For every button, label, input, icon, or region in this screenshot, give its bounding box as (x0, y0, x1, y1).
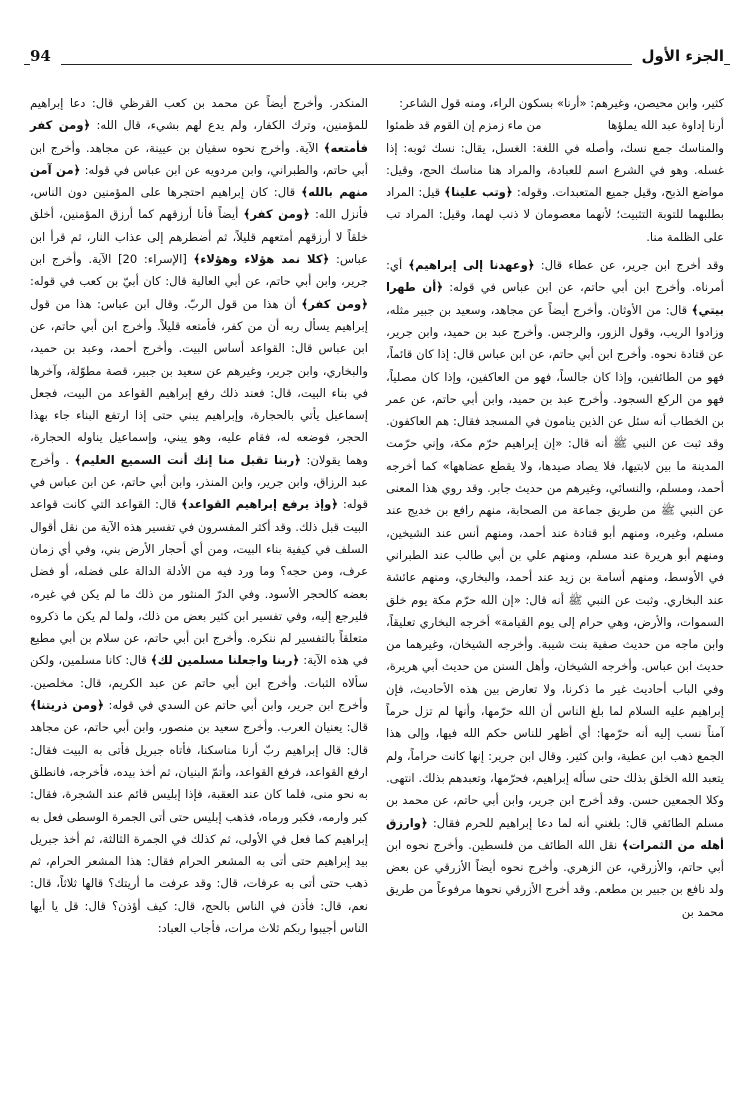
text-run: . وأخرج عبد الرزاق، وابن جرير، وابن المنذر، وابن أبي حاتم، عن ابن عباس في قوله: (30, 452, 369, 512)
text-run: وقد أخرج ابن جرير، عن عطاء قال: (540, 258, 725, 273)
paragraph (386, 137, 724, 248)
text-run: قال: كانا مسلمين، ولكن سألاه الثبات. وأخرج ابن أبي حاتم عن عبد الكريم، قال: مخلصين. وأخرج ابن جرير، وابن أبي حاتم عن السدي في قوله: (30, 653, 368, 713)
text-run: قيل: المراد بطلبهما للتوبة التثبيت؛ لأنهما معصومان لا ذنب لهما، وقيل: المراد تب على الظلمة منا. (386, 185, 724, 244)
text-run: أيضاً فأنا أرزقهم كما أرزق المؤمنين، أخلق خلقاً لا أرزقهم أمتعهم قليلاً، ثم أضطرهم إلى عذاب النار، ثم قرأ ابن عباس: (30, 207, 368, 267)
quran-verse: ﴿ومن كفر﴾ (301, 296, 368, 311)
paragraph (386, 92, 724, 114)
text-run: الآية. وأخرج نحوه سفيان بن عيينة، عن مجاهد. وأخرج ابن أبي حاتم، والطبراني، وابن مردويه عن ابن عباس في قوله: (30, 140, 368, 177)
header-rule (24, 64, 730, 65)
quran-verse: ﴿ومن كفر﴾ (243, 207, 310, 222)
running-title: الجزء الأول (632, 47, 724, 65)
quran-verse: ﴿وتب علينا﴾ (444, 185, 513, 200)
quran-verse: ﴿وعهدنا إلى إبراهيم﴾ (408, 258, 535, 273)
quran-verse: ﴿وارزق أهله من الثمرات﴾ (386, 815, 724, 852)
text-run: والمناسك جمع نسك، وأصله في اللغة: الغسل، يقال: نسك ثوبه: إذا غسله. وهو في الشرع اسم للعبادة، والمراد هنا مناسك الحج، وقيل: مواضع الذبح، وقيل جميع المتعبدات. وقوله: (386, 140, 724, 200)
text-run: أن هذا من قول الربّ. وقال ابن عباس: هذا من قول إبراهيم يسأل ربه أن من كفر، فأمتعه قليلاً. وأخرج ابن أبي حاتم، عن ابن عباس قال: القواعد أساس البيت. وأخرج أحمد، وعبد بن حميد، والبخاري، وابن جرير، وغيرهم عن سعيد بن جبير، قصة مطوّلة، وآخرها في بناء البيت، قال: فعند ذلك رفع إبراهيم القواعد من البيت، فجعل إسماعيل يأتي بالحجارة، وإبراهيم يبني حتى إذا ارتفع البناء جاء بهذا الحجر، فوضعه له، فقام عليه، وهو يبني، وإسماعيل يناوله الحجارة، وهما يقولان: (30, 296, 368, 467)
page-number: 94 (30, 47, 61, 65)
text-run: نقل الله الطائف من فلسطين. وأخرج نحوه ابن أبي حاتم، والأزرقي، عن الزهري. وأخرج نحوه أيضاً الأزرقي عن بعض ولد نافع بن جبير بن مطعم. وقد أخرج الأزرقي نحوها مرفوعاً من طريق محمد بن (386, 837, 724, 919)
quran-verse: ﴿ربنا واجعلنا مسلمين لك﴾ (150, 653, 300, 668)
text-run: قال: يعنيان العرب. وأخرج سعيد بن منصور، وابن أبي حاتم، عن مجاهد قال: قال إبراهيم ربّ أرنا مناسكنا، فأتاه جبريل فأتى به البيت فقال: ارفع القواعد، فرفع القواعد، وأتمّ البنيان، ثم أخذ بيده، فأخرجه، فانطلق به نحو منى، فلما كان عند العقبة، فإذا إبليس قائم عند الشجرة، فقال: كبر وارمه، فكبر ورماه، فذهب إبليس حتى أتى الجمرة الوسطى فعل به إبراهيم كما فعل في الأولى، ثم كذلك في الجمرة الثالثة، ثم أخذ جبريل بيد إبراهيم حتى أتى به المشعر الحرام فقال: هذا المشعر الحرام، ثم ذهب حتى أتى به عرفات، قال: وقد عرفت ما أريتك؟ قالها ثلاثاً، قال: نعم، قال: فأذن في الناس بالحج، قال: كيف أؤذن؟ قال: قل يا أيها الناس أجيبوا ربكم ثلاث مرات، فأجاب العباد: (30, 720, 368, 935)
quran-verse: ﴿وإذ يرفع إبراهيم القواعد﴾ (181, 497, 339, 512)
quran-verse: ﴿كلا نمد هؤلاء وهؤلاء﴾ (193, 252, 330, 267)
text-run: قال: من الأوثان. وأخرج أيضاً عن مجاهد، وسعيد بن جبير مثله، وزادوا الريب، وقول الزور، والرجس. وأخرج عبد بن حميد، وابن جرير، عن قتادة نحوه. وأخرج ابن أبي حاتم، عن ابن عباس قال: إذا كان قائماً، فهو من الطائفين، وإذا كان جالساً، فهو من العاكفين، وإذا كان مصلياً، فهو من الركع السجود. وأخرج عبد بن حميد، وابن أبي حاتم، عن عمر بن الخطاب أنه سئل عن الذين ينامون في المسجد فقال: هم العاكفون. وقد ثبت عن النبي ﷺ أنه قال: «إن إبراهيم حرّم مكة، وإني حرّمت المدينة ما بين لابتيها، فلا يصاد صيدها، ولا يقطع عضاهها» كما أخرجه أحمد، ومسلم، والنسائي، وغيرهم من حديث جابر. وقد روي هذا المعنى عن النبي ﷺ من طريق جماعة من الصحابة، منهم رافع بن خديج عند مسلم، وغيره، ومنهم أبو قتادة عند أحمد، ومنهم أنس عند الشيخين، ومنهم أبو هريرة عند مسلم، ومنهم علي بن أبي طالب عند الطبراني في الأوسط، ومنهم أسامة بن زيد عند أحمد، والبخاري، ومنهم عائشة عند البخاري. وثبت عن النبي ﷺ أنه قال: «إن الله حرّم مكة يوم خلق السموات، والأرض، وهي حرام إلى يوم القيامة» أخرجه البخاري تعليقاً، وابن ماجه من حديث صفية بنت شيبة. وأخرجه الشيخان، وغيرهما من حديث ابن عباس. وأخرجه الشيخان، وأهل السنن من حديث أبي هريرة، وفي الباب أحاديث غير ما ذكرنا، ولا تعارض بين هذه الأحاديث، فإن إبراهيم عليه السلام لما بلغ الناس أن الله حرّمها، وأنها لم تزل حرماً آمناً نسب إليه أنه حرّمها: أي أظهر للناس حكم الله فيها، وإلى هذا الجمع ذهب ابن عطية، وابن كثير. وقال ابن جرير: إنها كانت حراماً، ولم يتعبد الله الخلق بذلك حتى سأله إبراهيم، فحرّمها، وتعبدهم بذلك. انتهى. وكلا الجمعين حسن. وقد أخرج ابن جرير، وابن أبي حاتم، عن محمد بن مسلم الطائفي قال: بلغني أنه لما دعا إبراهيم للحرم فقال: (386, 302, 724, 830)
paragraph (30, 92, 368, 939)
page-header (24, 43, 730, 77)
paragraph (386, 254, 724, 923)
quran-verse: ﴿من آمن منهم بالله﴾ (30, 162, 369, 200)
quran-verse: ﴿أن طهرا بيتي﴾ (386, 280, 725, 317)
right-column (386, 92, 724, 923)
verse-hemistich-first: أرنا إداوة عبد الله يملؤها (607, 118, 724, 133)
left-column (30, 92, 368, 939)
quran-verse: ﴿ومن كفر فأمتعه﴾ (30, 118, 368, 155)
text-run: المنكدر. وأخرج أيضاً عن محمد بن كعب القرظي قال: دعا إبراهيم للمؤمنين، وترك الكفار، ولم يدع لهم بشيء، قال الله: (30, 96, 368, 133)
text-run: كثير، وابن محيصن، وغيرهم: «أرنا» بسكون الراء، ومنه قول الشاعر: (399, 96, 724, 110)
quran-verse: ﴿ومن ذريتنا﴾ (30, 698, 105, 713)
text-run: [الإسراء: 20] الآية. وأخرج ابن جرير، وابن أبي حاتم، عن أبي العالية قال: كان أبيّ بن كعب في قوله: (30, 252, 368, 289)
verse-hemistich-second: من ماء زمزم إن القوم قد ظمئوا (386, 118, 542, 133)
text-run: قال: كان إبراهيم احتجرها على المؤمنين دون الناس، فأنزل الله: (30, 185, 369, 222)
text-run: قال: القواعد التي كانت قواعد البيت قبل ذلك. وقد أكثر المفسرون في تفسير هذه الآية من نقل أقوال السلف في كيفية بناء البيت، ومن أي أحجار الأرض بني، وفي أي زمان عرف، ومن حجه؟ وما ورد فيه من الأدلة الدالة على فضله، أو فضل بعضه كالحجر الأسود. وفي الدرّ المنثور من ذلك ما لم يكن في غيره، فليرجع إليه، وفي تفسير ابن كثير بعض من ذلك، ولما لم يكن ما ذكروه متعلقاً بالتفسير لم ننكره. وأخرج ابن أبي حاتم، عن سلام بن أبي مطيع في هذه الآية: (30, 497, 368, 668)
text-run: أي: أمرناه. وأخرج ابن أبي حاتم، عن ابن عباس في قوله: (386, 258, 724, 295)
poetry-verse (386, 114, 724, 136)
quran-verse: ﴿ربنا تقبل منا إنك أنت السميع العليم﴾ (74, 452, 301, 467)
